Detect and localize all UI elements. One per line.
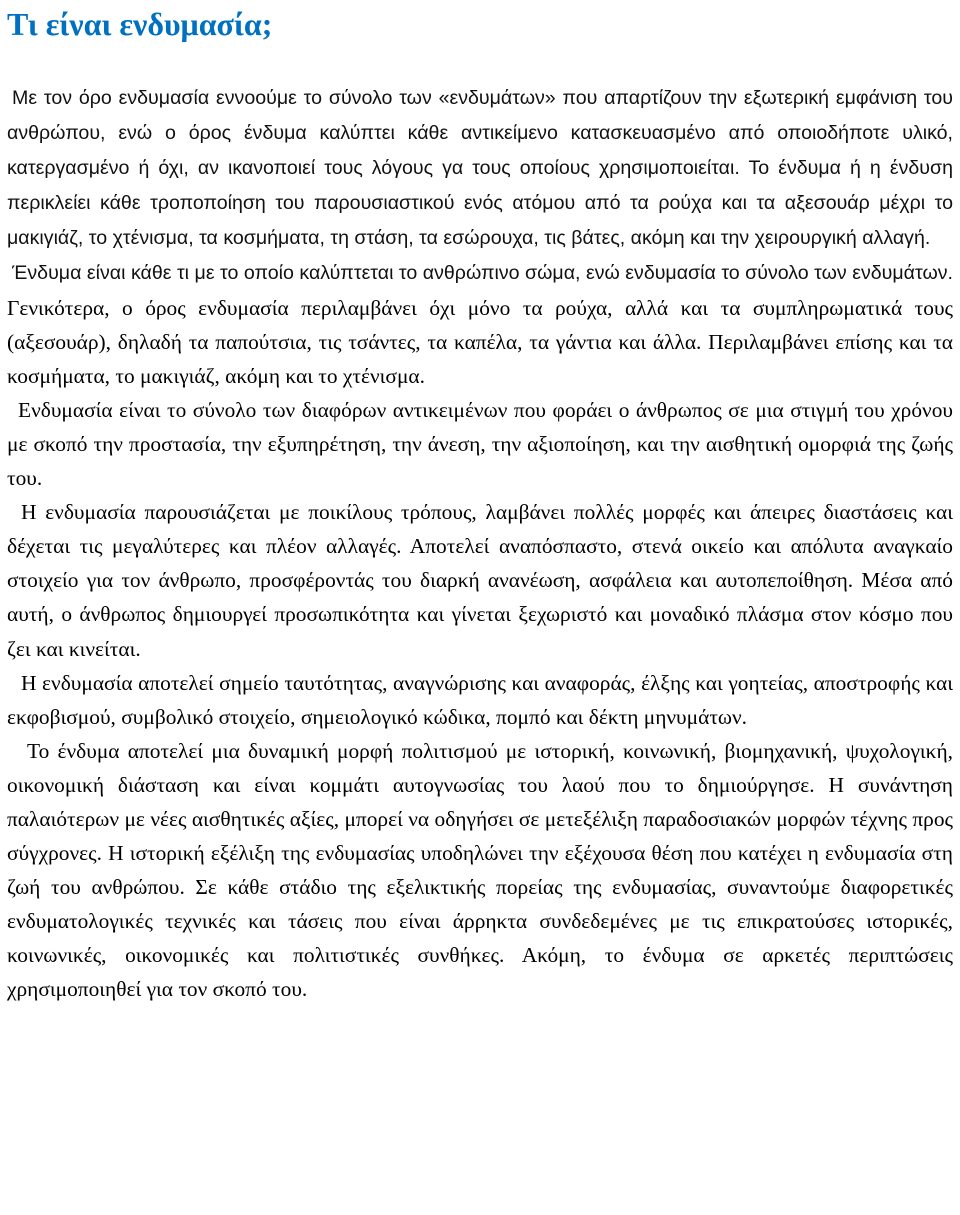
page-title: Τι είναι ενδυμασία; bbox=[7, 6, 273, 42]
paragraph-1-part-b: Το ένδυμα ή η ένδυση περικλείει κάθε τροποποίηση του παρουσιαστικού ενός ατόμου από τα ρούχα και τα αξεσουάρ μέχρι το μακιγιάζ, το χτένισμα, τα κοσμήματα, τη στάση, τα εσώρουχα, τις βάτες, ακόμη και την χειρουργική αλλαγή. bbox=[7, 157, 953, 250]
paragraph-2-part-b: Γενικότερα, ο όρος ενδυμασία περιλαμβάνει όχι μόνο τα ρούχα, αλλά και τα συμπληρωματικά τους (αξεσουάρ), δηλαδή τα παπούτσια, τις τσάντες, τα καπέλα, τα γάντια και άλλα. Περιλαμβάνει επίσης και τα κοσμήματα, το μακιγιάζ, ακόμη και το χτένισμα. bbox=[7, 295, 953, 388]
paragraph-4: Η ενδυμασία παρουσιάζεται με ποικίλους τρόπους, λαμβάνει πολλές μορφές και άπειρες διαστάσεις και δέχεται τις μεγαλύτερες και πλέον αλλαγές. Αποτελεί αναπόσπαστο, στενά οικείο και απόλυτα αναγκαίο στοιχείο για τον άνθρωπο, προσφέροντάς του διαρκή ανανέωση, ασφάλεια και αυτοπεποίθηση. Μέσα από αυτή, ο άνθρωπος δημιουργεί προσωπικότητα και γίνεται ξεχωριστό και μοναδικό πλάσμα στον κόσμο που ζει και κινείται. bbox=[7, 500, 953, 661]
document-body bbox=[7, 80, 953, 1007]
paragraph-6: Το ένδυμα αποτελεί μια δυναμική μορφή πολιτισμού με ιστορική, κοινωνική, βιομηχανική, ψυχολογική, οικονομική διάσταση και είναι κομμάτι αυτογνωσίας του λαού που το δημιούργησε. Η συνάντηση παλαιότερων με νέες αισθητικές αξίες, μπορεί να οδηγήσει σε μετεξέλιξη παραδοσιακών μορφών τέχνης προς σύγχρονες. Η ιστορική εξέλιξη της ενδυμασίας υποδηλώνει την εξέχουσα θέση που κατέχει η ενδυμασία στη ζωή του ανθρώπου. Σε κάθε στάδιο της εξελικτικής πορείας της ενδυμασίας, συναντούμε διαφορετικές ενδυματολογικές τεχνικές και τάσεις που είναι άρρηκτα συνδεδεμένες με τις επικρατούσες ιστορικές, κοινωνικές, οικονομικές και πολιτιστικές συνθήκες. Ακόμη, το ένδυμα σε αρκετές περιπτώσεις χρησιμοποιηθεί για τον σκοπό του. bbox=[7, 738, 953, 1002]
paragraph-3: Ενδυμασία είναι το σύνολο των διαφόρων αντικειμένων που φοράει ο άνθρωπος σε μια στιγμή του χρόνου με σκοπό την προστασία, την εξυπηρέτηση, την άνεση, την αξιοποίηση, και την αισθητική ομορφιά της ζωής του. bbox=[7, 397, 953, 491]
paragraph-1-part-a: Με τον όρο ενδυμασία εννοούμε το σύνολο των «ενδυμάτων» που απαρτίζουν την εξωτερική εμφάνιση του ανθρώπου, ενώ ο όρος ένδυμα καλύπτει κάθε αντικείμενο κατασκευασμένο από οποιοδήποτε υλικό, κατεργασμένο ή όχι, αν ικανοποιεί τους λόγους γα τους οποίους χρησιμοποιείται. bbox=[7, 87, 953, 180]
paragraph-5: Η ενδυμασία αποτελεί σημείο ταυτότητας, αναγνώρισης και αναφοράς, έλξης και γοητείας, αποστροφής και εκφοβισμού, συμβολικό στοιχείο, σημειολογικό κώδικα, πομπό και δέκτη μηνυμάτων. bbox=[7, 670, 953, 729]
paragraph-1 bbox=[7, 80, 953, 255]
paragraph-2-part-a: Ένδυμα είναι κάθε τι με το οποίο καλύπτεται το ανθρώπινο σώμα, ενώ ενδυμασία το σύνολο των ενδυμάτων. bbox=[12, 262, 953, 285]
paragraph-2 bbox=[7, 255, 953, 392]
